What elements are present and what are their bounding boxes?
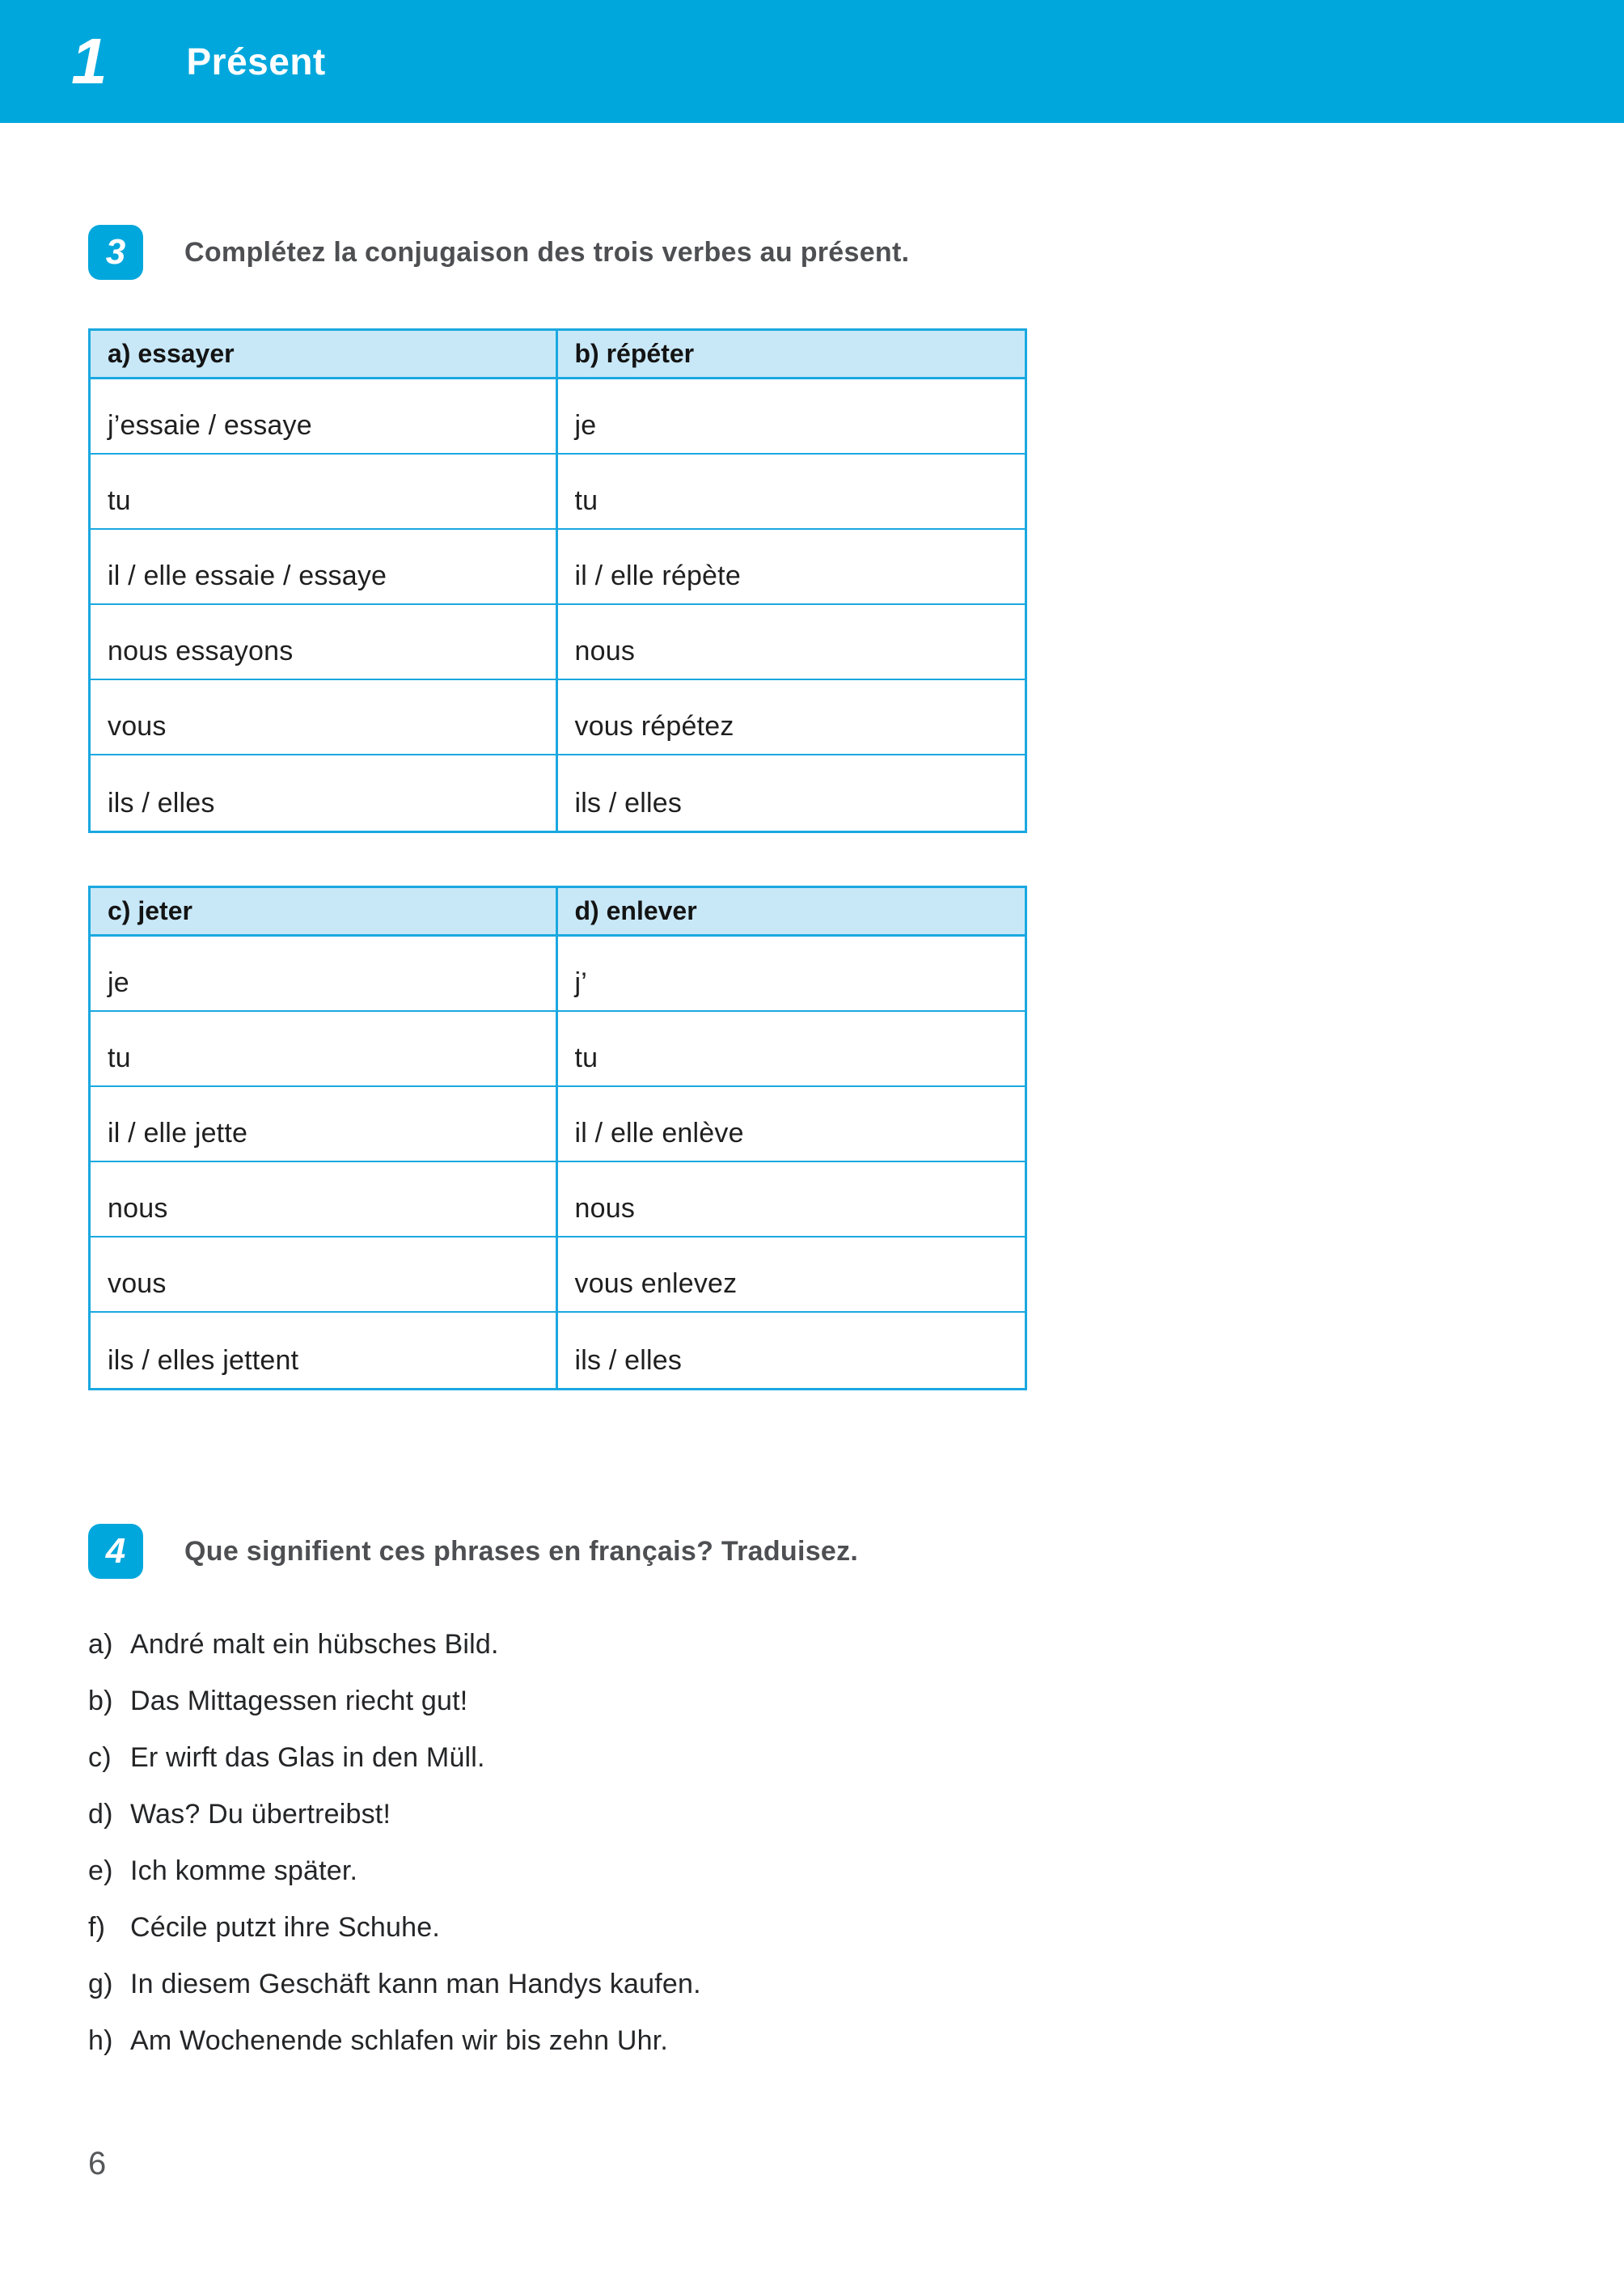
sentence-label: b) (88, 1686, 113, 1716)
table-cell: vous (91, 1237, 558, 1311)
table-row (91, 1012, 1025, 1087)
sentence-text: Was? Du übertreibst! (130, 1799, 391, 1830)
table-row (91, 530, 1025, 605)
sentence-label: h) (88, 2025, 113, 2056)
sentence-item (88, 1855, 1027, 1891)
table-header-cell: c) jeter (91, 888, 558, 934)
table-row (91, 1313, 1025, 1388)
table-cell: il / elle enlève (574, 1118, 744, 1149)
table-row (91, 1087, 1025, 1162)
sentence-text: Er wirft das Glas in den Müll. (130, 1742, 485, 1773)
table-cell: ils / elles (574, 1345, 683, 1376)
table-cell: vous enlevez (574, 1268, 738, 1299)
table-cell: je (91, 937, 558, 1010)
table-cell: tu (91, 1012, 558, 1085)
sentence-item (88, 1686, 1027, 1721)
table-row (91, 1162, 1025, 1237)
table-header-cell: d) enlever (574, 896, 697, 925)
chapter-number: 1 (71, 25, 108, 97)
sentence-label: g) (88, 1969, 113, 1999)
table-cell: vous (91, 680, 558, 754)
table-header-cell: b) répéter (574, 339, 695, 368)
table-cell: j’ (574, 967, 588, 998)
exercise3-title: Complétez la conjugaison des trois verbes au présent. (184, 236, 910, 268)
sentence-text: Das Mittagessen riecht gut! (130, 1686, 468, 1716)
table-cell: tu (574, 1043, 598, 1073)
exercise3-tables (88, 328, 1027, 1390)
sentence-label: a) (88, 1629, 113, 1660)
table-cell: nous essayons (91, 605, 558, 679)
table-cell: j’essaie / essaye (91, 379, 558, 453)
table-cell: il / elle essaie / essaye (91, 530, 558, 603)
table-cell: nous (91, 1162, 558, 1236)
exercise3-number-badge: 3 (88, 225, 143, 280)
table-header-cell: a) essayer (91, 331, 558, 377)
table-cell: il / elle répète (574, 561, 741, 591)
table-cell: ils / elles (91, 755, 558, 831)
table-row (91, 1237, 1025, 1313)
table-row (91, 680, 1025, 755)
chapter-title: Présent (186, 40, 326, 82)
sentence-item (88, 1969, 1027, 2004)
table-cell: nous (574, 1193, 636, 1224)
chapter-header-bar (0, 0, 1624, 123)
sentence-label: c) (88, 1742, 112, 1773)
table-cell: vous répétez (574, 711, 734, 742)
exercise4-header (88, 1524, 1027, 1579)
exercise3-header (88, 225, 1027, 280)
sentence-text: Cécile putzt ihre Schuhe. (130, 1912, 440, 1943)
table-cell: je (574, 410, 597, 441)
table-header-row (91, 331, 1025, 379)
table-row (91, 937, 1025, 1012)
sentence-text: André malt ein hübsches Bild. (130, 1629, 499, 1660)
sentence-item (88, 1799, 1027, 1834)
conjugation-table (88, 328, 1027, 833)
sentence-label: f) (88, 1912, 106, 1943)
sentence-text: In diesem Geschäft kann man Handys kaufen. (130, 1969, 701, 1999)
table-cell: il / elle jette (91, 1087, 558, 1161)
sentence-item (88, 2025, 1027, 2061)
table-row (91, 755, 1025, 831)
page-number: 6 (88, 2146, 107, 2181)
exercise4-title: Que signifient ces phrases en français? Traduisez. (184, 1535, 859, 1567)
page-content (88, 225, 1027, 2061)
table-row (91, 605, 1025, 680)
sentence-label: e) (88, 1855, 113, 1886)
sentence-text: Ich komme später. (130, 1855, 358, 1886)
sentence-item (88, 1912, 1027, 1948)
table-cell: ils / elles (574, 788, 683, 819)
table-cell: nous (574, 636, 636, 666)
sentence-item (88, 1742, 1027, 1778)
table-row (91, 379, 1025, 455)
table-cell: tu (574, 485, 598, 516)
sentence-text: Am Wochenende schlafen wir bis zehn Uhr. (130, 2025, 669, 2056)
sentence-label: d) (88, 1799, 113, 1830)
exercise4-number-badge: 4 (88, 1524, 143, 1579)
table-cell: tu (91, 455, 558, 528)
table-cell: ils / elles jettent (91, 1313, 558, 1388)
exercise4-list (88, 1629, 1027, 2061)
sentence-item (88, 1629, 1027, 1665)
table-row (91, 455, 1025, 530)
conjugation-table (88, 886, 1027, 1390)
table-header-row (91, 888, 1025, 937)
